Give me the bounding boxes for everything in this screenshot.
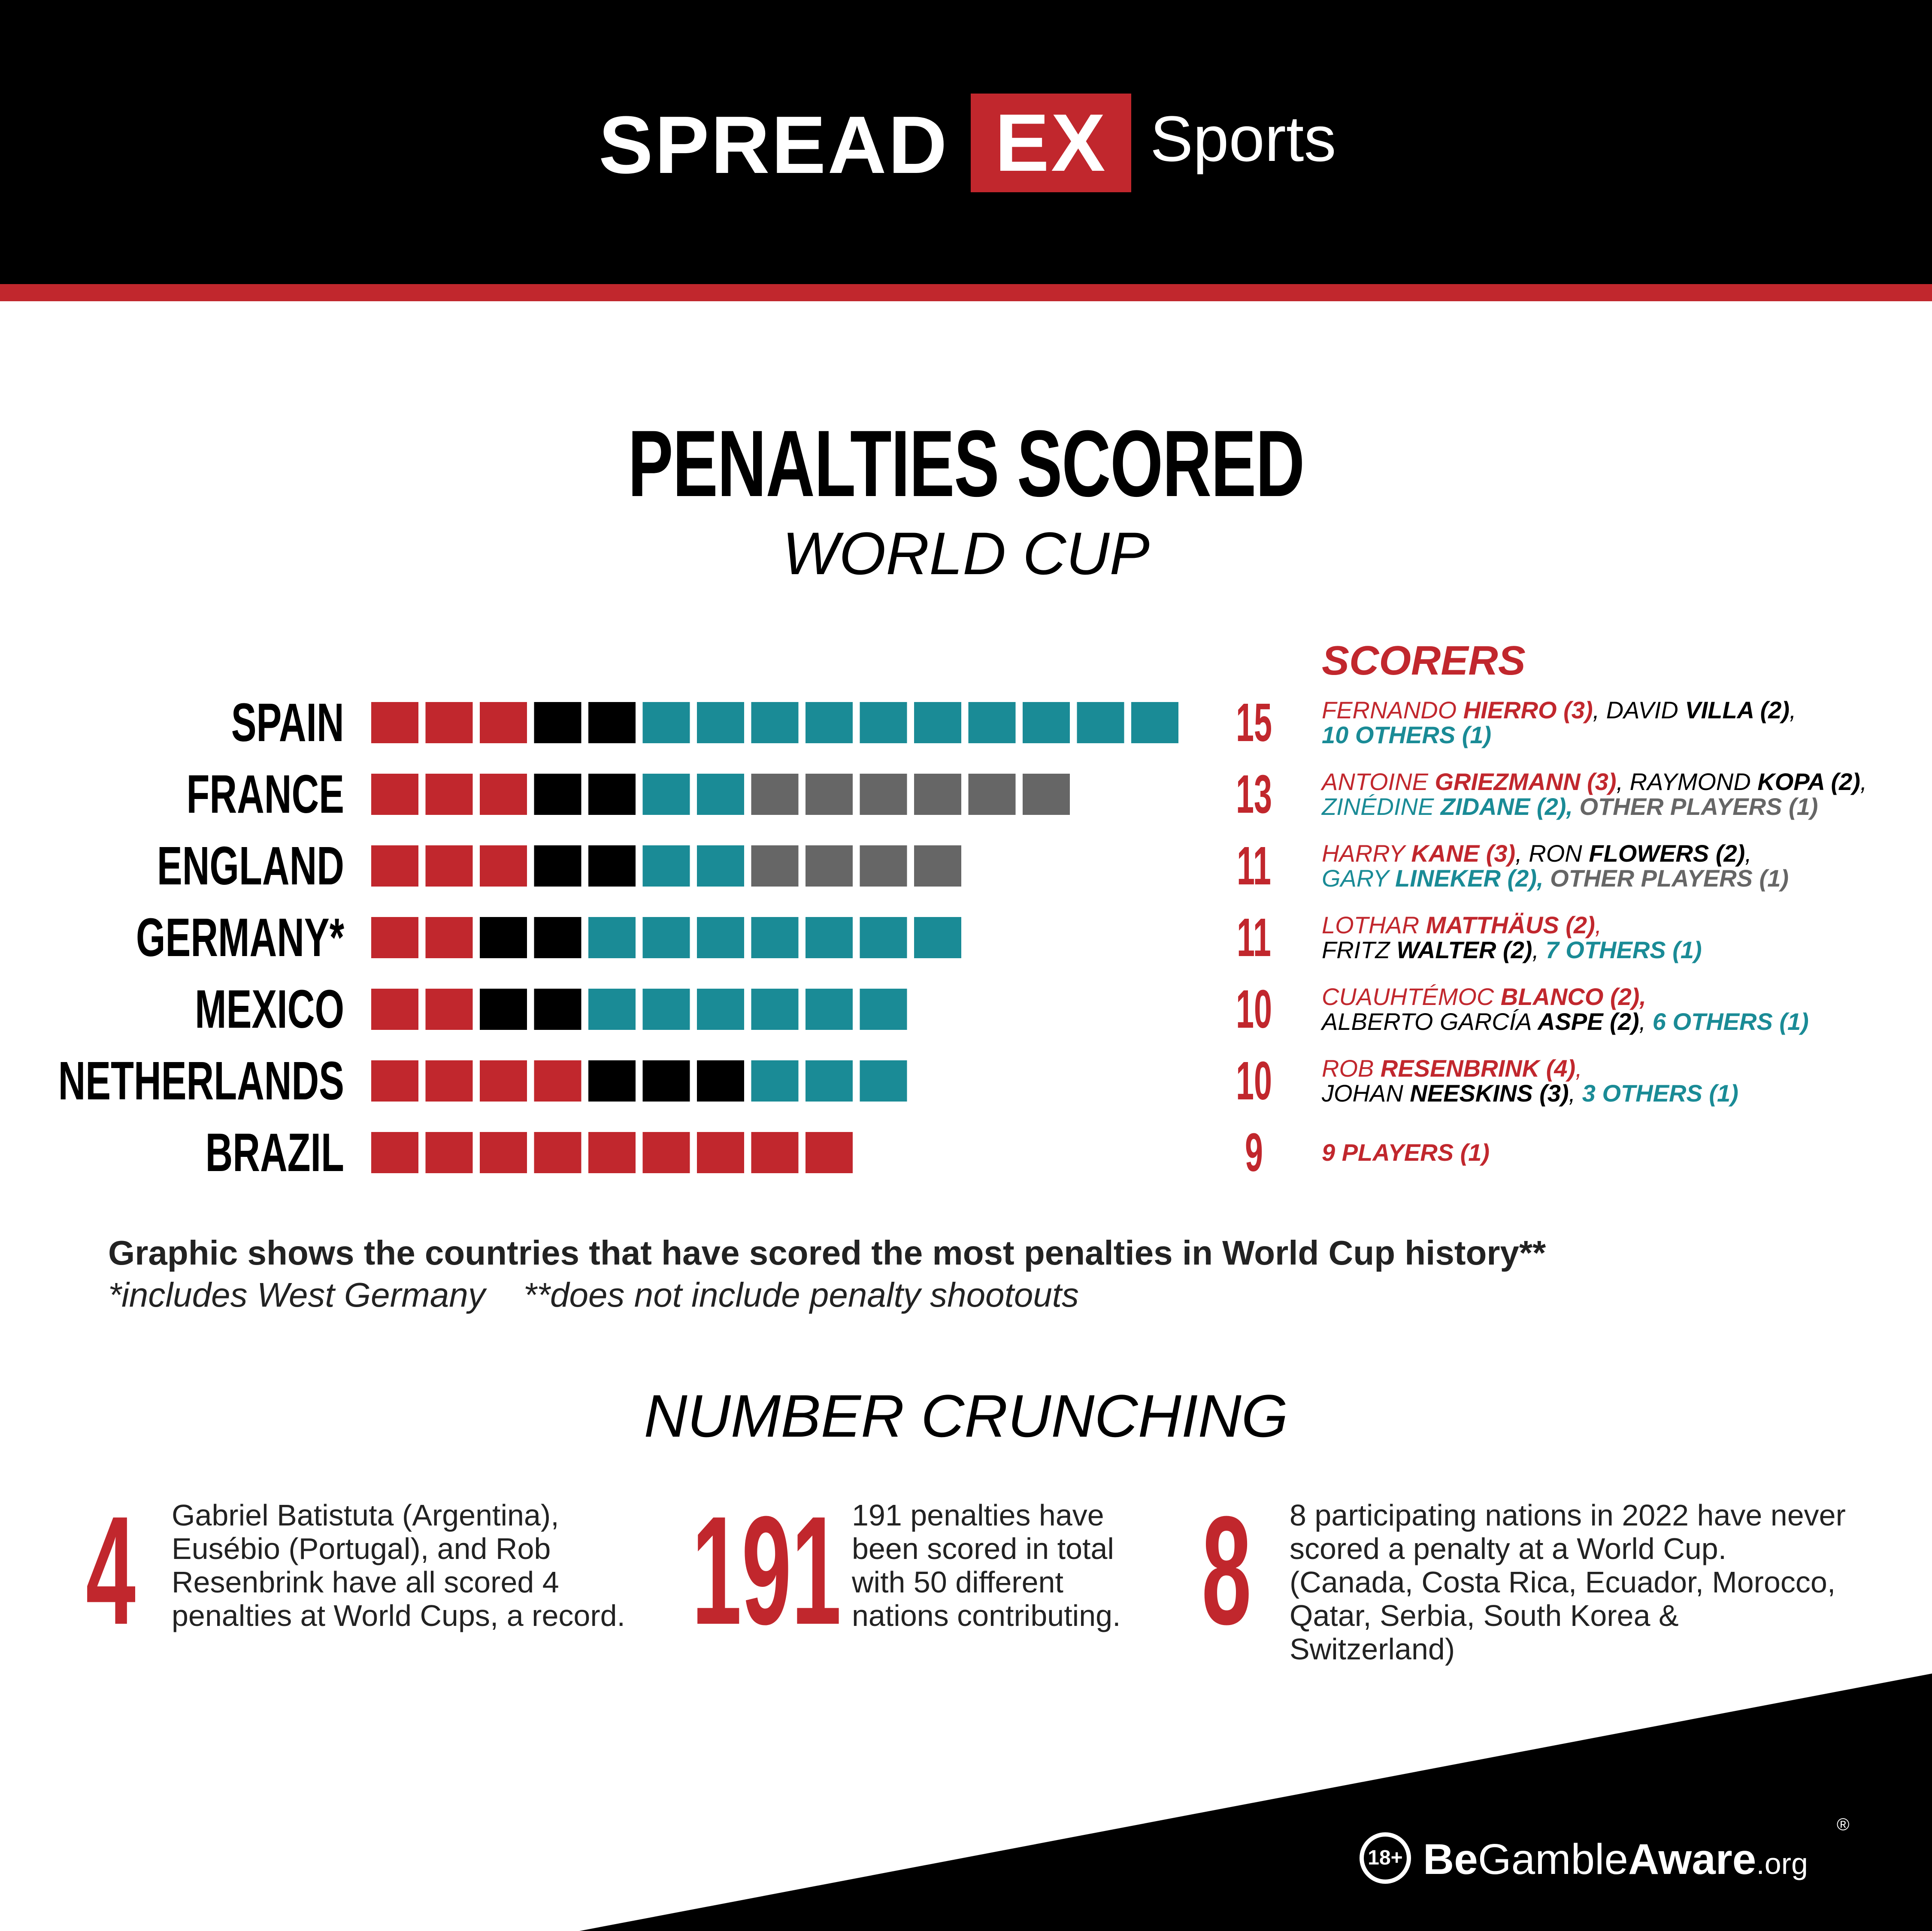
penalty-total: 11	[1237, 907, 1271, 968]
country-label: BRAZIL	[205, 1122, 344, 1183]
logo-ex: EX	[971, 94, 1131, 192]
bga-org: .org	[1756, 1847, 1808, 1880]
age-18-badge: 18+	[1360, 1832, 1411, 1884]
chart-title: PENALTIES SCORED	[628, 411, 1304, 516]
scorers-text: LOTHAR MATTHÄUS (2), FRITZ WALTER (2), 7 OTHERS (1)	[1322, 911, 1702, 963]
scorers-text: HARRY KANE (3), RON FLOWERS (2), GARY LINEKER (2), OTHER PLAYERS (1)	[1322, 840, 1789, 892]
country-label: ENGLAND	[157, 835, 344, 896]
bga-aware: Aware	[1628, 1835, 1756, 1883]
penalty-total: 9	[1245, 1122, 1263, 1183]
country-label: SPAIN	[231, 692, 344, 753]
country-label: NETHERLANDS	[58, 1050, 344, 1111]
penalty-total: 10	[1236, 1050, 1272, 1111]
scorers-text: ROB RESENBRINK (4), JOHAN NEESKINS (3), 3 OTHERS (1)	[1322, 1055, 1738, 1107]
fact-3-number: 8	[1202, 1484, 1252, 1657]
bga-gamble: Gamble	[1478, 1835, 1628, 1883]
penalty-total: 11	[1237, 835, 1271, 896]
penalty-total: 15	[1236, 692, 1272, 753]
fact-2-text: 191 penalties have been scored in total with 50 different nations contributing.	[852, 1498, 1121, 1632]
scorers-heading: SCORERS	[1322, 638, 1526, 684]
logo-spread: SPREAD	[599, 100, 949, 191]
begambleaware-text	[1423, 1836, 1808, 1887]
scorers-text: CUAUHTÉMOC BLANCO (2), ALBERTO GARCÍA ASPE (2), 6 OTHERS (1)	[1322, 983, 1809, 1035]
fact-1-text: Gabriel Batistuta (Argentina), Eusébio (Portugal), and Rob Resenbrink have all scored 4 penalties at World Cups, a record.	[172, 1498, 626, 1632]
number-crunching-title: NUMBER CRUNCHING	[644, 1382, 1288, 1450]
scorers-text: ANTOINE GRIEZMANN (3), RAYMOND KOPA (2), ZINÉDINE ZIDANE (2), OTHER PLAYERS (1)	[1322, 768, 1867, 820]
fact-1-number: 4	[86, 1484, 136, 1657]
registered-mark: ®	[1837, 1815, 1850, 1834]
logo-sports: Sports	[1150, 103, 1336, 175]
country-label: GERMANY*	[136, 907, 344, 968]
bga-be: Be	[1423, 1835, 1478, 1883]
fact-2-number: 191	[692, 1484, 842, 1657]
scorers-text: FERNANDO HIERRO (3), DAVID VILLA (2), 10 OTHERS (1)	[1322, 696, 1796, 748]
penalty-total: 13	[1236, 764, 1272, 824]
chart-subtitle: WORLD CUP	[782, 520, 1150, 587]
penalty-total: 10	[1236, 979, 1272, 1039]
chart-note: Graphic shows the countries that have scored the most penalties in World Cup history**	[108, 1234, 1546, 1272]
scorers-text: 9 PLAYERS (1)	[1322, 1139, 1490, 1166]
fact-3-text: 8 participating nations in 2022 have never scored a penalty at a World Cup. (Canada, Costa Rica, Ecuador, Morocco, Qatar, Serbia, South Korea & Switzerland)	[1290, 1498, 1846, 1666]
country-label: FRANCE	[186, 764, 344, 824]
chart-footnotes: *includes West Germany **does not include penalty shootouts	[108, 1276, 1079, 1314]
country-label: MEXICO	[195, 979, 344, 1039]
